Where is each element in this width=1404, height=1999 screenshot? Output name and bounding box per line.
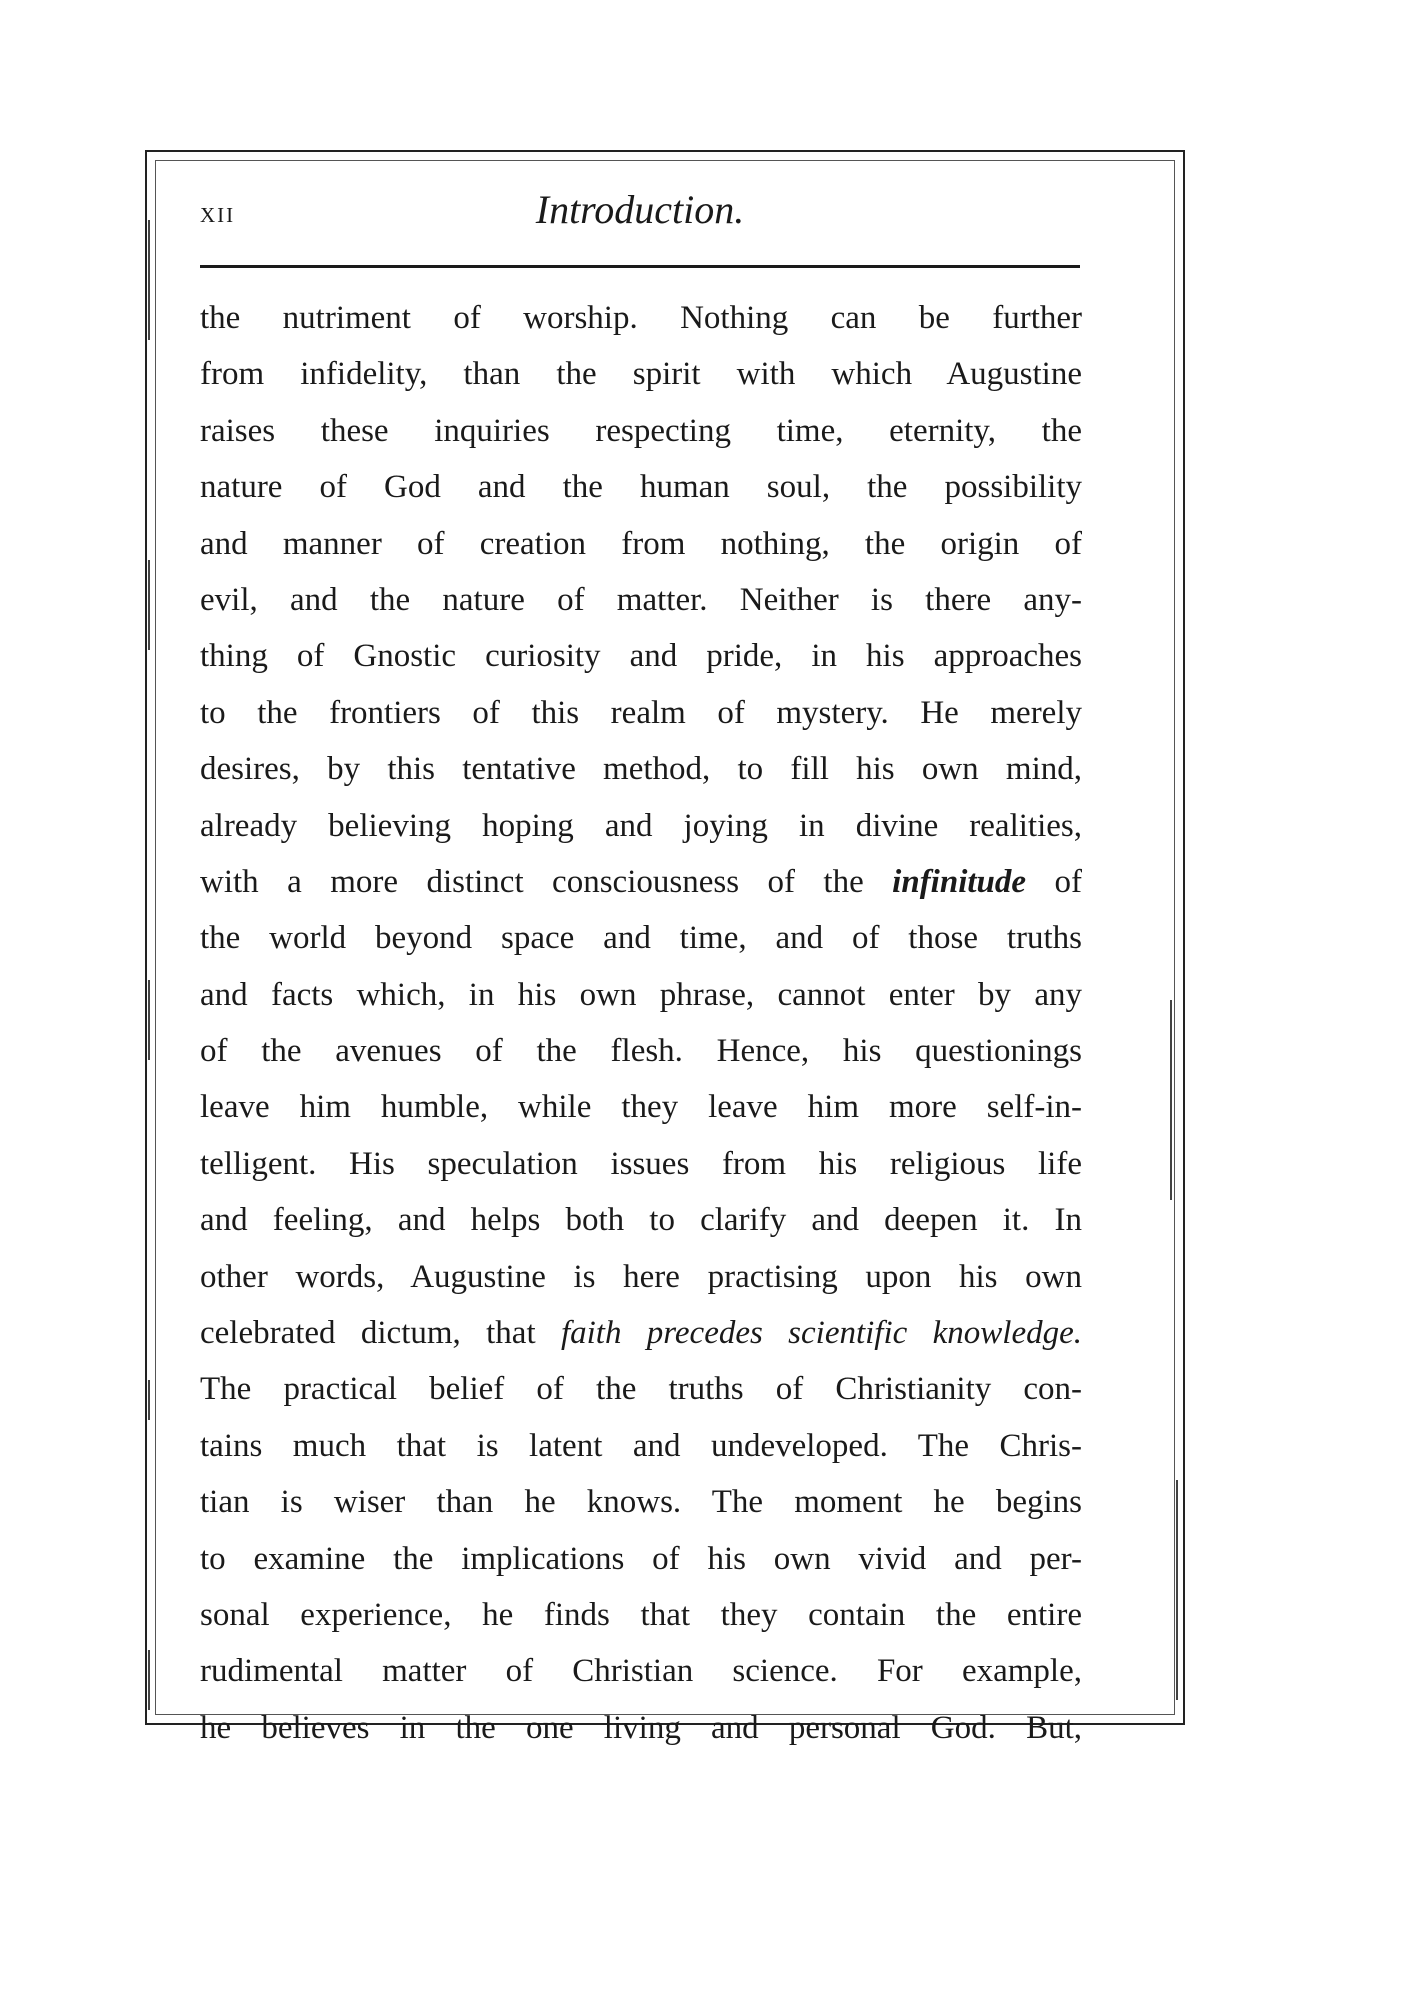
text-line (200, 346, 1082, 402)
line-text: evil, and the nature of matter. Neither is there any- (200, 581, 1082, 618)
line-text: desires, by this tentative method, to fill his own mind, (200, 751, 1082, 788)
line-text: The practical belief of the truths of Christianity con- (200, 1371, 1082, 1408)
text-line (200, 1587, 1082, 1643)
text-line (200, 1700, 1082, 1756)
body-text (200, 290, 1082, 1756)
line-text: already believing hoping and joying in divine realities, (200, 807, 1082, 844)
margin-mark (1176, 1480, 1178, 1700)
line-text: telligent. His speculation issues from his religious life (200, 1145, 1082, 1182)
emphasis-text: infinitude (892, 863, 1027, 900)
line-text: with a more distinct consciousness of the (200, 863, 893, 900)
line-text: the world beyond space and time, and of those truths (200, 920, 1082, 957)
header-rule (200, 265, 1080, 268)
text-line (200, 1136, 1082, 1192)
text-line (200, 1249, 1082, 1305)
line-text: sonal experience, he finds that they contain the entire (200, 1596, 1082, 1633)
text-line (200, 1361, 1082, 1417)
text-line (200, 516, 1082, 572)
text-line (200, 403, 1082, 459)
line-text: he believes in the one living and personal God. But, (200, 1709, 1082, 1746)
text-line (200, 854, 1082, 910)
line-text: raises these inquiries respecting time, eternity, the (200, 412, 1082, 449)
text-line (200, 1305, 1082, 1361)
line-text: celebrated dictum, that (200, 1315, 561, 1352)
margin-mark (148, 1380, 150, 1420)
line-text: leave him humble, while they leave him more self-in- (200, 1089, 1082, 1126)
line-text: nature of God and the human soul, the possibility (200, 469, 1082, 506)
line-text: thing of Gnostic curiosity and pride, in his approaches (200, 638, 1082, 675)
line-text: and facts which, in his own phrase, cannot enter by any (200, 976, 1082, 1013)
running-title: Introduction. (535, 187, 745, 232)
line-text: to the frontiers of this realm of mystery. He merely (200, 694, 1082, 731)
text-line (200, 1418, 1082, 1474)
text-line (200, 1474, 1082, 1530)
line-text: tian is wiser than he knows. The moment he begins (200, 1484, 1082, 1521)
line-text: rudimental matter of Christian science. For example, (200, 1653, 1082, 1690)
line-text: of (1026, 863, 1082, 900)
margin-mark (148, 980, 150, 1060)
margin-mark (1170, 1000, 1172, 1200)
text-line (200, 572, 1082, 628)
text-line (200, 459, 1082, 515)
line-text: to examine the implications of his own vivid and per- (200, 1540, 1082, 1577)
line-text: the nutriment of worship. Nothing can be further (200, 300, 1082, 336)
text-line (200, 290, 1082, 346)
line-text: from infidelity, than the spirit with which Augustine (200, 356, 1082, 393)
line-text: and feeling, and helps both to clarify and deepen it. In (200, 1202, 1082, 1239)
text-line (200, 741, 1082, 797)
page-header (200, 186, 1080, 246)
italic-text: faith precedes scientific knowledge. (560, 1315, 1082, 1352)
line-text: other words, Augustine is here practising upon his own (200, 1258, 1082, 1295)
text-line (200, 1079, 1082, 1135)
text-line (200, 628, 1082, 684)
text-line (200, 1023, 1082, 1079)
text-line (200, 910, 1082, 966)
margin-mark (148, 560, 150, 650)
line-text: and manner of creation from nothing, the origin of (200, 525, 1082, 562)
margin-mark (148, 1650, 150, 1710)
page-number: xii (200, 196, 236, 229)
line-text: of the avenues of the flesh. Hence, his questionings (200, 1033, 1082, 1070)
text-line (200, 685, 1082, 741)
text-line (200, 798, 1082, 854)
margin-mark (148, 220, 150, 340)
text-line (200, 967, 1082, 1023)
text-line (200, 1643, 1082, 1699)
line-text: tains much that is latent and undeveloped. The Chris- (200, 1427, 1082, 1464)
text-line (200, 1531, 1082, 1587)
text-line (200, 1192, 1082, 1248)
